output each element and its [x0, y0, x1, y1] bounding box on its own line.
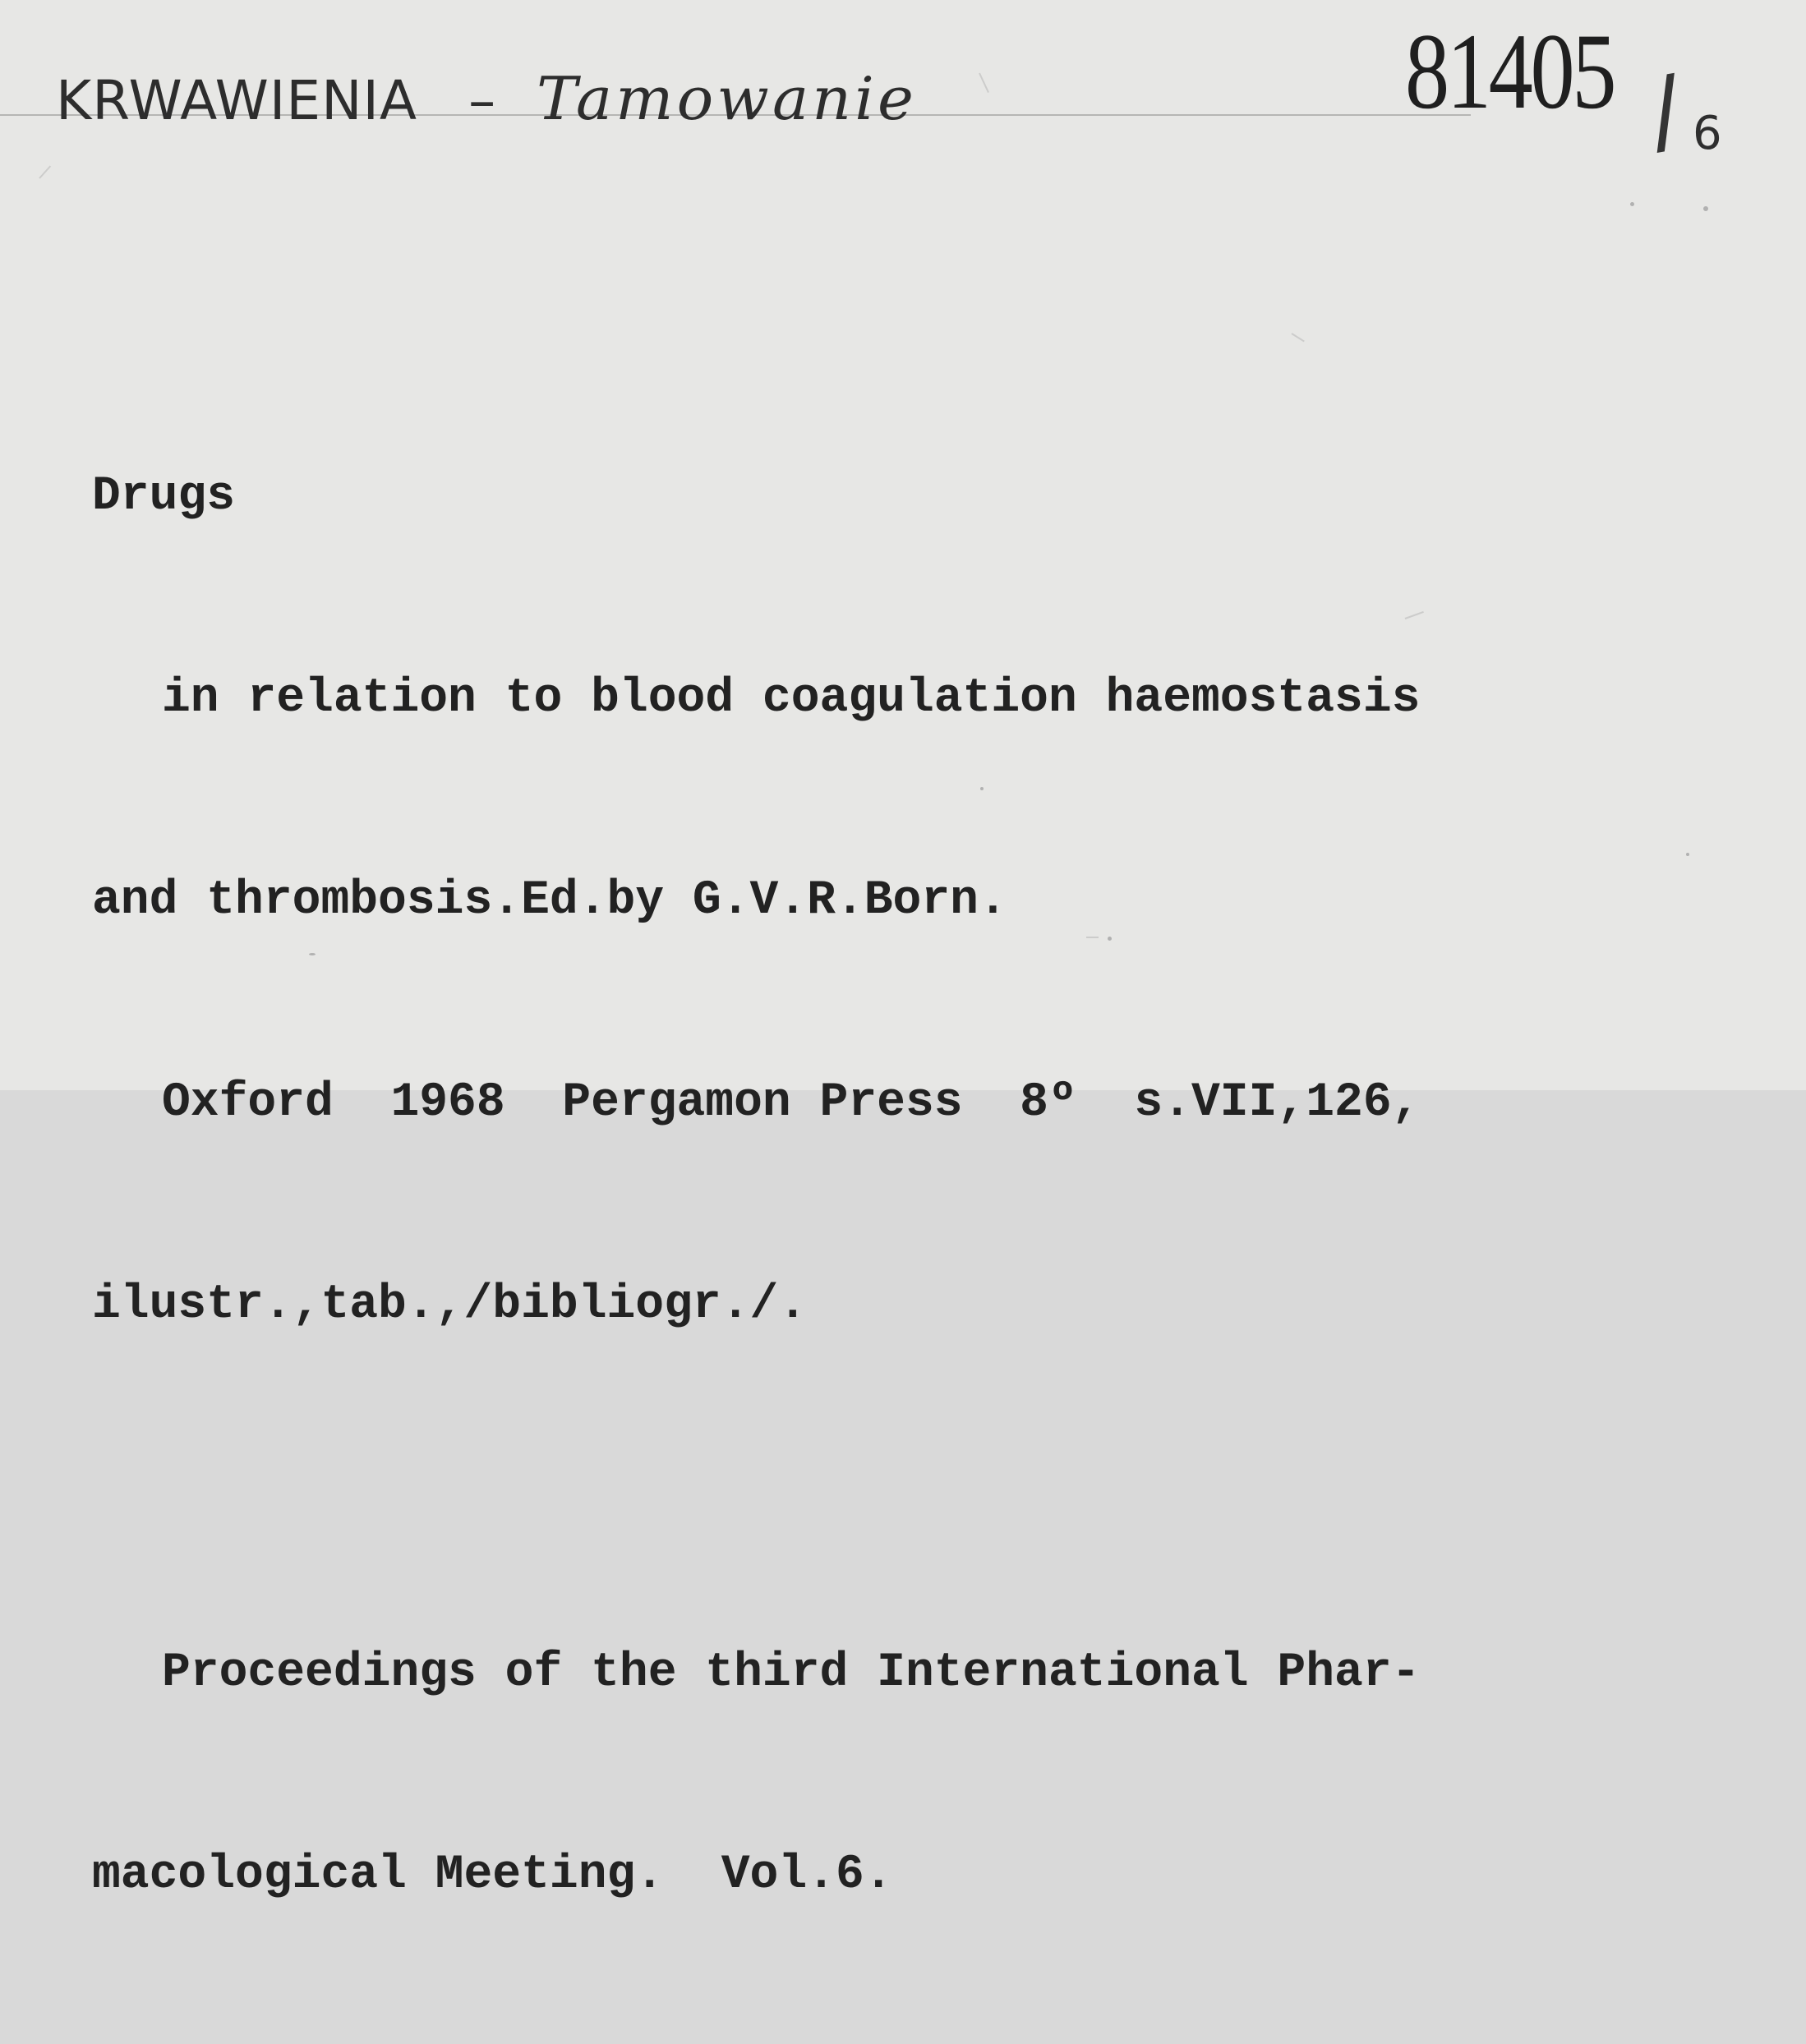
speck	[309, 953, 316, 955]
speck	[1108, 937, 1112, 941]
subject-handwritten: Tamowanie	[537, 64, 918, 133]
entry-subtitle-line-1: in relation to blood coagulation haemostasis	[162, 672, 1421, 725]
entry-spacer	[92, 1474, 1727, 1505]
subject-heading	[56, 64, 918, 133]
entry-subtitle-line-2: and thrombosis.Ed.by G.V.R.Born.	[92, 874, 1007, 928]
call-number: 81405	[1405, 11, 1615, 131]
speck	[980, 787, 984, 790]
speck	[1686, 853, 1689, 856]
call-number-slash: /	[1640, 55, 1690, 167]
paper-scratch	[979, 73, 989, 93]
call-number-volume: 6	[1693, 107, 1722, 160]
bibliographic-entry	[92, 329, 1727, 2044]
speck	[1630, 202, 1634, 206]
entry-series-line-2: macological Meeting. Vol.6.	[92, 1848, 893, 1902]
subject-dash: –	[468, 69, 496, 132]
paper-scratch	[1086, 937, 1099, 938]
entry-imprint-line-1: Oxford 1968 Pergamon Press 8º s.VII,126,	[162, 1076, 1421, 1130]
subject-printed: KRWAWIENIA	[56, 69, 418, 132]
entry-imprint-line-2: ilustr.,tab.,/bibliogr./.	[92, 1278, 808, 1332]
entry-title: Drugs	[92, 470, 236, 523]
entry-series-line-1: Proceedings of the third International Phar-	[162, 1646, 1421, 1700]
speck	[1703, 206, 1708, 211]
paper-scratch	[39, 165, 51, 178]
